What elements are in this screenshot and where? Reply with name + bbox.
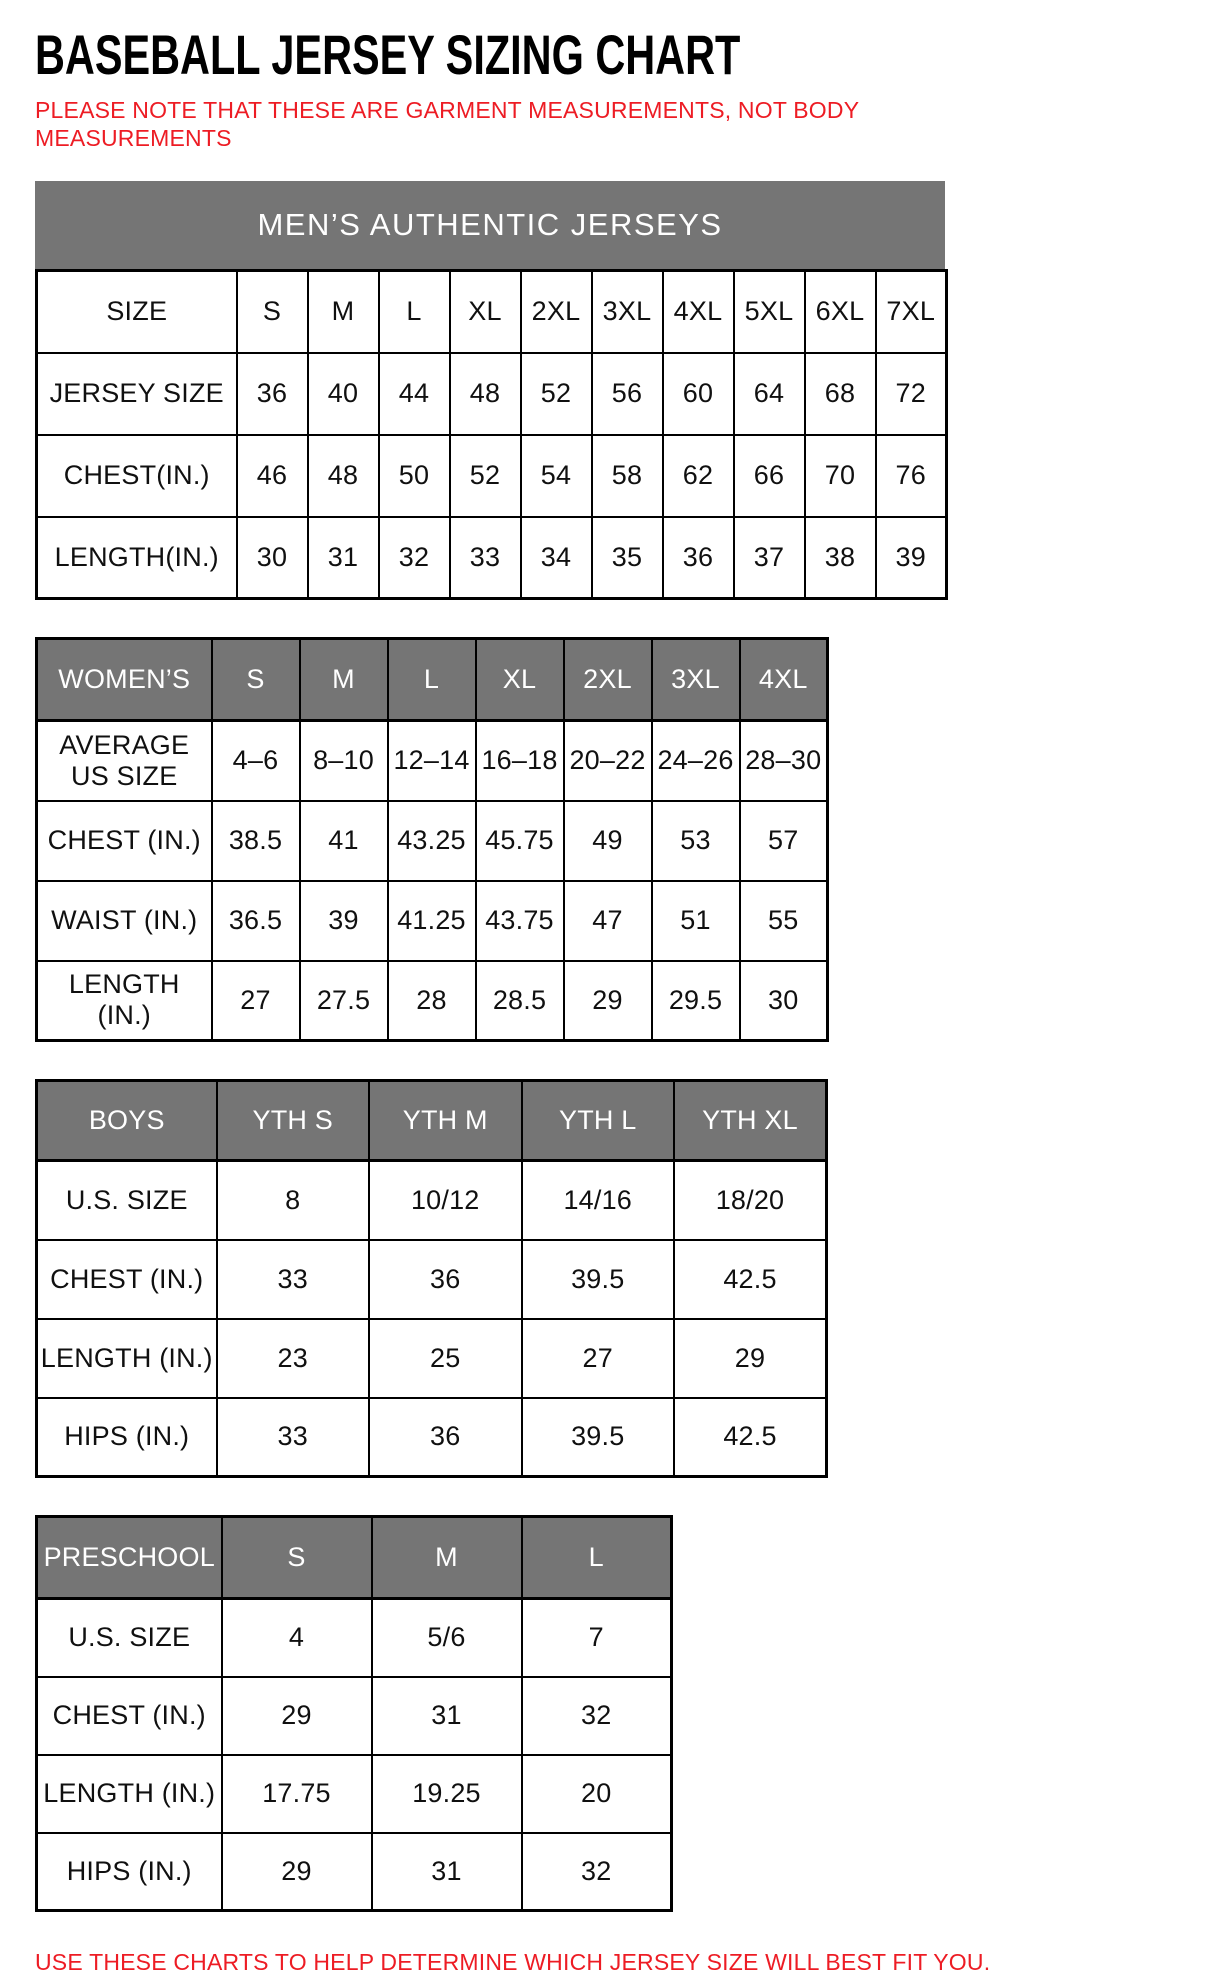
row-label: LENGTH (IN.) [37, 1319, 217, 1398]
garment-measurements-note: PLEASE NOTE THAT THESE ARE GARMENT MEASUREMENTS, NOT BODY MEASUREMENTS [35, 96, 859, 152]
value-cell: 36.5 [212, 881, 300, 961]
value-cell: 52 [450, 435, 521, 517]
row-label: LENGTH (IN.) [37, 961, 212, 1041]
value-cell: 18/20 [674, 1161, 827, 1240]
size-header-cell: S [212, 639, 300, 721]
table-row-hips [37, 1398, 827, 1477]
value-cell: 60 [663, 353, 734, 435]
value-cell: 20 [522, 1755, 672, 1833]
value-cell: 27.5 [300, 961, 388, 1041]
value-cell: 36 [663, 517, 734, 599]
value-cell: 48 [308, 435, 379, 517]
value-cell: 28.5 [476, 961, 564, 1041]
size-header-cell: YTH XL [674, 1081, 827, 1161]
value-cell: 10/12 [369, 1161, 522, 1240]
value-cell: 47 [564, 881, 652, 961]
size-header-cell: YTH M [369, 1081, 522, 1161]
size-header-cell: L [388, 639, 476, 721]
fit-advice-note: USE THESE CHARTS TO HELP DETERMINE WHICH JERSEY SIZE WILL BEST FIT YOU. [35, 1949, 991, 1976]
value-cell: 4–6 [212, 721, 300, 801]
row-label: HIPS (IN.) [37, 1398, 217, 1477]
value-cell: 70 [805, 435, 876, 517]
value-cell: 53 [652, 801, 740, 881]
value-cell: 54 [521, 435, 592, 517]
page-title: BASEBALL JERSEY SIZING CHART [35, 23, 741, 86]
size-cell: 7XL [876, 271, 947, 353]
boys-table-section [35, 1079, 1185, 1478]
value-cell: 43.75 [476, 881, 564, 961]
value-cell: 39 [876, 517, 947, 599]
row-label: LENGTH(IN.) [37, 517, 237, 599]
value-cell: 29.5 [652, 961, 740, 1041]
value-cell: 44 [379, 353, 450, 435]
value-cell: 14/16 [522, 1161, 675, 1240]
value-cell: 29 [674, 1319, 827, 1398]
row-label: CHEST (IN.) [37, 801, 212, 881]
row-label: U.S. SIZE [37, 1161, 217, 1240]
row-label: CHEST(IN.) [37, 435, 237, 517]
value-cell: 33 [217, 1240, 370, 1319]
value-cell: 51 [652, 881, 740, 961]
value-cell: 32 [522, 1833, 672, 1911]
value-cell: 48 [450, 353, 521, 435]
value-cell: 12–14 [388, 721, 476, 801]
size-header-cell: XL [476, 639, 564, 721]
value-cell: 20–22 [564, 721, 652, 801]
size-cell: XL [450, 271, 521, 353]
value-cell: 29 [564, 961, 652, 1041]
value-cell: 36 [237, 353, 308, 435]
value-cell: 19.25 [372, 1755, 522, 1833]
womens-table-section [35, 637, 1185, 1042]
value-cell: 27 [522, 1319, 675, 1398]
value-cell: 31 [372, 1677, 522, 1755]
value-cell: 33 [217, 1398, 370, 1477]
table-row-length [37, 517, 947, 599]
value-cell: 45.75 [476, 801, 564, 881]
size-header-cell: L [522, 1517, 672, 1599]
value-cell: 42.5 [674, 1240, 827, 1319]
value-cell: 36 [369, 1398, 522, 1477]
size-header-cell: YTH L [522, 1081, 675, 1161]
table-title-cell: BOYS [37, 1081, 217, 1161]
mens-table-title: MEN’S AUTHENTIC JERSEYS [35, 181, 945, 269]
size-cell: S [237, 271, 308, 353]
value-cell: 41.25 [388, 881, 476, 961]
value-cell: 58 [592, 435, 663, 517]
value-cell: 49 [564, 801, 652, 881]
value-cell: 34 [521, 517, 592, 599]
value-cell: 27 [212, 961, 300, 1041]
table-title-cell: WOMEN’S [37, 639, 212, 721]
table-row-waist [37, 881, 828, 961]
row-label: CHEST (IN.) [37, 1677, 222, 1755]
size-cell: 6XL [805, 271, 876, 353]
value-cell: 25 [369, 1319, 522, 1398]
value-cell: 43.25 [388, 801, 476, 881]
table-row-us-size [37, 1599, 672, 1677]
table-row-size [37, 271, 947, 353]
size-header-cell: 3XL [652, 639, 740, 721]
size-header-cell: M [300, 639, 388, 721]
table-row-jersey-size [37, 353, 947, 435]
value-cell: 35 [592, 517, 663, 599]
table-row-length [37, 961, 828, 1041]
row-label: SIZE [37, 271, 237, 353]
value-cell: 37 [734, 517, 805, 599]
value-cell: 50 [379, 435, 450, 517]
table-row-chest [37, 1240, 827, 1319]
value-cell: 4 [222, 1599, 372, 1677]
value-cell: 40 [308, 353, 379, 435]
size-header-cell: YTH S [217, 1081, 370, 1161]
value-cell: 42.5 [674, 1398, 827, 1477]
table-row-chest [37, 435, 947, 517]
table-row-us-size [37, 1161, 827, 1240]
preschool-size-table [35, 1515, 673, 1912]
value-cell: 41 [300, 801, 388, 881]
table-title-cell: PRESCHOOL [37, 1517, 222, 1599]
value-cell: 29 [222, 1677, 372, 1755]
table-row-us-size [37, 721, 828, 801]
size-cell: 2XL [521, 271, 592, 353]
mens-table-section [35, 181, 1185, 600]
value-cell: 5/6 [372, 1599, 522, 1677]
value-cell: 28–30 [740, 721, 828, 801]
value-cell: 46 [237, 435, 308, 517]
value-cell: 57 [740, 801, 828, 881]
value-cell: 36 [369, 1240, 522, 1319]
value-cell: 56 [592, 353, 663, 435]
value-cell: 62 [663, 435, 734, 517]
value-cell: 7 [522, 1599, 672, 1677]
value-cell: 38.5 [212, 801, 300, 881]
value-cell: 39.5 [522, 1398, 675, 1477]
value-cell: 30 [237, 517, 308, 599]
table-header-row [37, 1081, 827, 1161]
preschool-table-section [35, 1515, 1185, 1912]
size-header-cell: M [372, 1517, 522, 1599]
value-cell: 32 [379, 517, 450, 599]
table-header-row [37, 1517, 672, 1599]
row-label: U.S. SIZE [37, 1599, 222, 1677]
size-cell: L [379, 271, 450, 353]
boys-size-table [35, 1079, 828, 1478]
row-label: HIPS (IN.) [37, 1833, 222, 1911]
size-cell: M [308, 271, 379, 353]
value-cell: 8–10 [300, 721, 388, 801]
table-row-length [37, 1319, 827, 1398]
value-cell: 16–18 [476, 721, 564, 801]
row-label: JERSEY SIZE [37, 353, 237, 435]
value-cell: 39.5 [522, 1240, 675, 1319]
value-cell: 52 [521, 353, 592, 435]
value-cell: 8 [217, 1161, 370, 1240]
table-row-hips [37, 1833, 672, 1911]
size-cell: 5XL [734, 271, 805, 353]
value-cell: 55 [740, 881, 828, 961]
value-cell: 31 [372, 1833, 522, 1911]
size-cell: 3XL [592, 271, 663, 353]
value-cell: 72 [876, 353, 947, 435]
mens-size-table [35, 269, 948, 600]
value-cell: 29 [222, 1833, 372, 1911]
value-cell: 32 [522, 1677, 672, 1755]
size-header-cell: S [222, 1517, 372, 1599]
value-cell: 38 [805, 517, 876, 599]
value-cell: 76 [876, 435, 947, 517]
value-cell: 30 [740, 961, 828, 1041]
table-header-row [37, 639, 828, 721]
table-row-chest [37, 801, 828, 881]
womens-size-table [35, 637, 829, 1042]
row-label: CHEST (IN.) [37, 1240, 217, 1319]
value-cell: 24–26 [652, 721, 740, 801]
row-label: AVERAGE US SIZE [37, 721, 212, 801]
value-cell: 68 [805, 353, 876, 435]
value-cell: 23 [217, 1319, 370, 1398]
value-cell: 66 [734, 435, 805, 517]
value-cell: 64 [734, 353, 805, 435]
size-header-cell: 2XL [564, 639, 652, 721]
table-row-chest [37, 1677, 672, 1755]
size-header-cell: 4XL [740, 639, 828, 721]
value-cell: 33 [450, 517, 521, 599]
row-label: WAIST (IN.) [37, 881, 212, 961]
size-cell: 4XL [663, 271, 734, 353]
value-cell: 31 [308, 517, 379, 599]
table-row-length [37, 1755, 672, 1833]
value-cell: 28 [388, 961, 476, 1041]
value-cell: 17.75 [222, 1755, 372, 1833]
value-cell: 39 [300, 881, 388, 961]
row-label: LENGTH (IN.) [37, 1755, 222, 1833]
